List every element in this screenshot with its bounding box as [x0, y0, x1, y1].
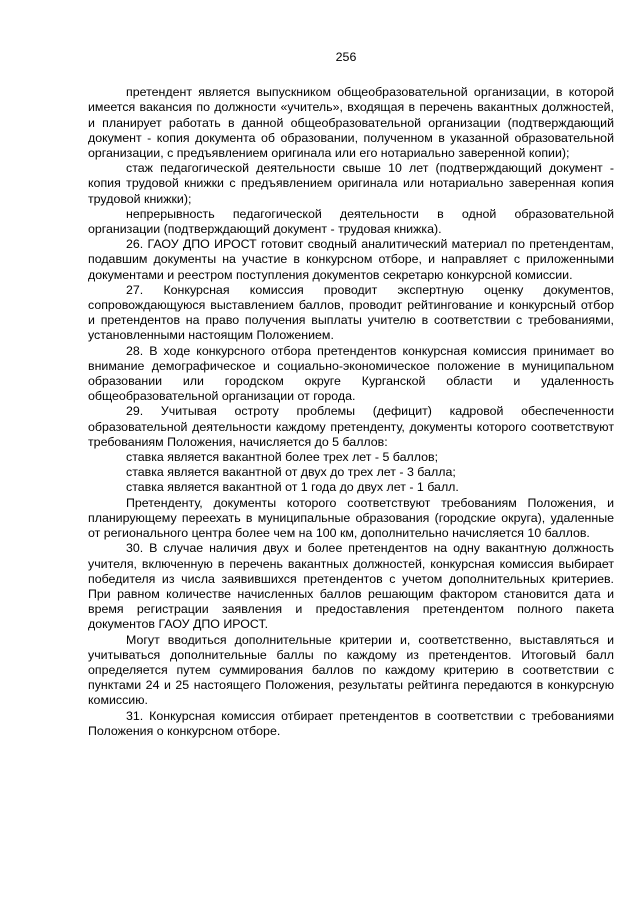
paragraph-29: 29. Учитывая остроту проблемы (дефицит) кадровой обеспеченности образовательной деятельности каждому претенденту, документы которого соответствуют требованиям Положения, начисляется до 5 баллов: [88, 404, 614, 449]
list-item-vacancy-1-2-years: ставка является вакантной от 1 года до двух лет - 1 балл. [126, 480, 459, 495]
paragraph-experience-criterion: стаж педагогической деятельности свыше 10 лет (подтверждающий документ - копия трудовой книжки с предъявлением оригинала или нотариально заверенная копия трудовой книжки); [88, 161, 614, 206]
paragraph-continuity-criterion: непрерывность педагогической деятельности в одной образовательной организации (подтверждающий документ - трудовая книжка). [88, 206, 614, 237]
paragraph-relocation-bonus: Претенденту, документы которого соответствуют требованиям Положения, и планирующему переехать в муниципальные образования (городские округа), удаленные от регионального центра более чем на 100 км, дополнительно начисляется 10 баллов. [88, 495, 614, 541]
paragraph-30: 30. В случае наличия двух и более претендентов на одну вакантную должность учителя, включенную в перечень вакантных должностей, конкурсная комиссия выбирает победителя из числа заявившихся претендентов с учетом дополнительных критериев. При равном количестве начисленных баллов решающим фактором становится дата и время регистрации заявления и предоставления претендентом полного пакета документов ГАОУ ДПО ИРОСТ. [88, 541, 614, 632]
page-number: 256 [335, 50, 357, 64]
document-page [88, 50, 614, 739]
paragraph-additional-criteria: Могут вводиться дополнительные критерии и, соответственно, выставляться и учитываться дополнительные баллы по каждому из претендентов. Итоговый балл определяется путем суммирования баллов по каждому критерию в соответствии с пунктами 24 и 25 настоящего Положения, результаты рейтинга передаются в конкурсную комиссию. [88, 632, 614, 708]
list-item-vacancy-3-years: ставка является вакантной более трех лет - 5 баллов; [126, 450, 439, 465]
paragraph-27: 27. Конкурсная комиссия проводит экспертную оценку документов, сопровождающуюся выставлением баллов, проводит рейтингование и конкурсный отбор и претендентов на право получения выплаты учителю в соответствии с требованиями, установленными настоящим Положением. [88, 282, 614, 343]
paragraph-31: 31. Конкурсная комиссия отбирает претендентов в соответствии с требованиями Положения о конкурсном отборе. [88, 708, 614, 738]
paragraph-28: 28. В ходе конкурсного отбора претендентов конкурсная комиссия принимает во внимание демографическое и социально-экономическое положение в муниципальном образовании или городском округе Курганской области и удаленность общеобразовательной организации от города. [88, 343, 614, 404]
list-item-vacancy-2-3-years: ставка является вакантной от двух до трех лет - 3 балла; [126, 465, 456, 480]
paragraph-26: 26. ГАОУ ДПО ИРОСТ готовит сводный аналитический материал по претендентам, подавшим документы на участие в конкурсном отборе, и направляет с приложенными документами и реестром поступления документов секретарю конкурсной комиссии. [88, 237, 614, 282]
paragraph-graduate-criterion: претендент является выпускником общеобразовательной организации, в которой имеется вакансия по должности «учитель», входящая в перечень вакантных должностей, и планирует работать в данной общеобразовательной организации (подтверждающий документ - копия документа об образовании, полученном в указанной образовательной организации, с предъявлением оригинала или его нотариально заверенной копии); [88, 85, 614, 161]
